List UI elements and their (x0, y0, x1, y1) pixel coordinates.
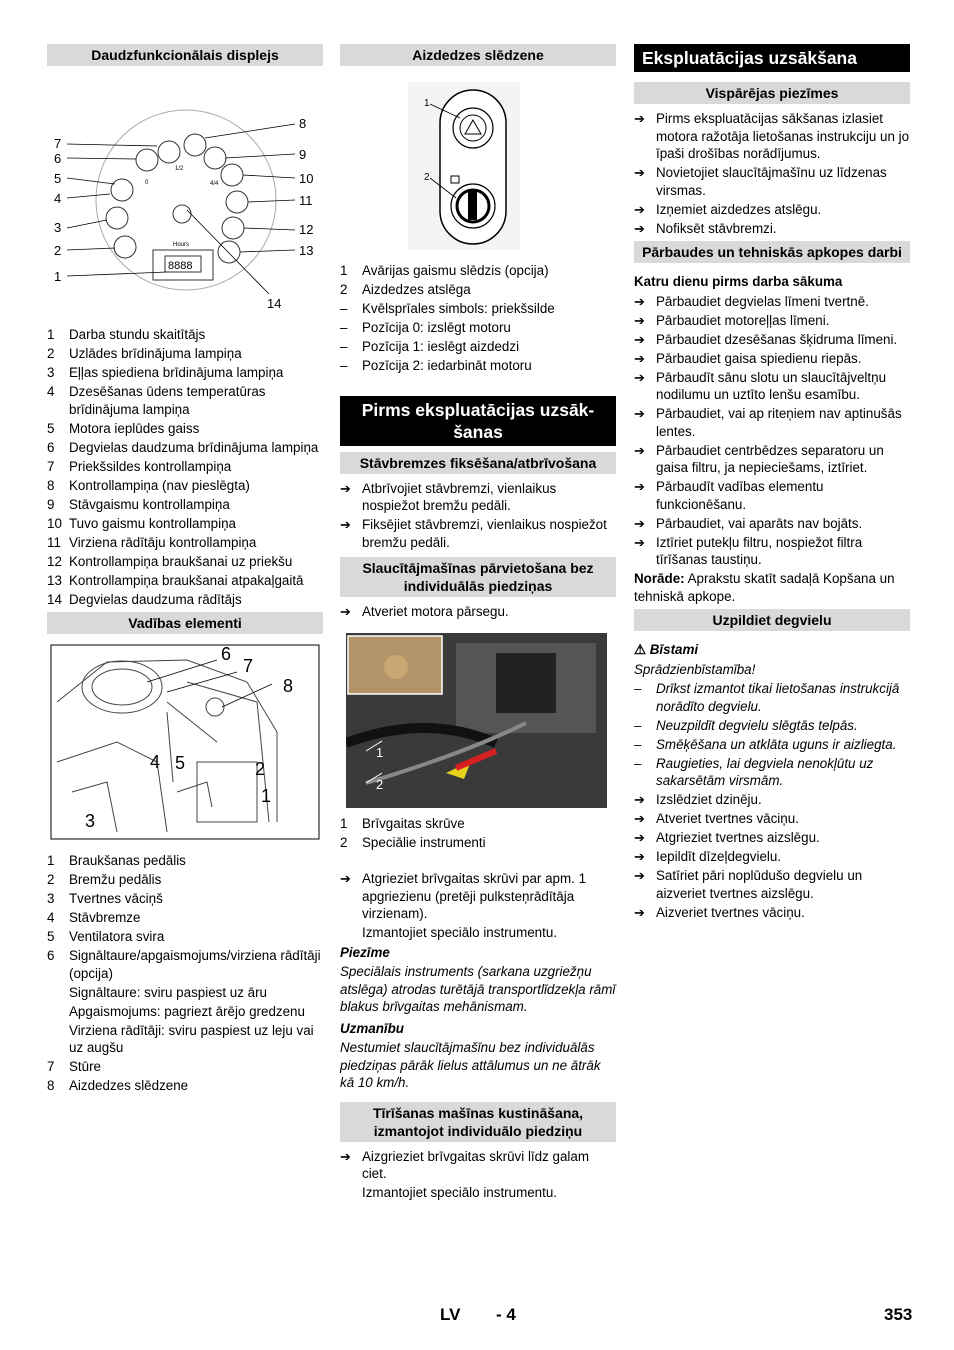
display-callout-9: 9 (299, 147, 307, 162)
general-heading: Vispārējas piezīmes (634, 82, 910, 104)
arrow-icon: ➔ (634, 293, 645, 309)
list-item: 2 Speciālie instrumenti (340, 834, 486, 850)
arrow-icon: ➔ (634, 350, 645, 366)
before-operation-heading: Pirms ekspluatācijas uzsāk-šanas (340, 396, 616, 446)
list-item: 4 Stāvbremze (47, 910, 141, 925)
list-sub-item: Virziena rādītāji: sviru paspiest uz leju vai uz augšu (69, 1022, 314, 1055)
step: ➔ Pārbaudiet degvielas līmeni tvertnē. (634, 293, 869, 309)
remark (634, 570, 910, 605)
arrow-icon: ➔ (634, 849, 645, 864)
footer-language: LV (440, 1305, 461, 1324)
arrow-icon: ➔ (634, 111, 645, 126)
arrow-icon: ➔ (634, 904, 645, 920)
arrow-icon: ➔ (634, 811, 645, 826)
list-item: 3 Eļļas spiediena brīdinājuma lampiņa (47, 365, 284, 380)
arrow-icon: ➔ (340, 1148, 351, 1164)
step: ➔ Nofiksēt stāvbremzi. (634, 220, 777, 236)
arrow-icon: ➔ (634, 312, 645, 328)
list-item: 10 Tuvo gaismu kontrollampiņa (47, 515, 236, 531)
list-item: 9 Stāvgaismu kontrollampiņa (47, 496, 230, 512)
step: ➔ Pārbaudiet, vai aparāts nav bojāts. (634, 515, 863, 531)
display-callout-12: 12 (299, 222, 314, 237)
step: ➔ Pārbaudiet motoreļļas līmeni. (634, 312, 830, 328)
danger-text: Sprādzienbīstamība! (634, 661, 756, 677)
list-item: 12 Kontrollampiņa braukšanai uz priekšu (47, 553, 293, 569)
gauge-full-label: 4/4 (210, 181, 219, 187)
hours-counter: 8888 (168, 260, 193, 272)
list-item: 11 Virziena rādītāju kontrollampiņa (47, 534, 257, 550)
photo-callout-2: 2 (376, 776, 384, 792)
step: ➔ Atveriet tvertnes vāciņu. (634, 811, 799, 826)
display-callout-8: 8 (299, 116, 307, 131)
remark-text: Aprakstu skatīt sadaļā Kopšana un tehniskā apkope. (634, 571, 895, 604)
list-item: 3 Tvertnes vāciņš (47, 891, 163, 906)
footer-subpage: - 4 (496, 1305, 516, 1324)
ignition-figure (340, 80, 616, 252)
controls-callout-2: 2 (255, 759, 266, 779)
caution-text: Nestumiet slaucītājmašīnu bez individuālās piedziņas pārāk lielus attālumus un ne ātrāk kā 10 km/h. (340, 1040, 601, 1090)
controls-callout-7: 7 (243, 656, 254, 676)
display-callout-3: 3 (54, 220, 62, 235)
display-callout-11: 11 (299, 193, 313, 208)
step: ➔ Atveriet motora pārsegu. (340, 604, 509, 619)
list-sub-item: Signāltaure: sviru paspiest uz āru (69, 984, 267, 1000)
remark-label: Norāde: (634, 571, 685, 586)
arrow-icon: ➔ (634, 220, 645, 236)
list-item: 5 Ventilatora svira (47, 929, 165, 944)
arrow-icon: ➔ (634, 201, 645, 217)
ignition-diagram (340, 80, 616, 252)
display-callout-1: 1 (54, 269, 62, 284)
list-item: 6 Degvielas daudzuma brīdinājuma lampiņa (47, 439, 319, 455)
arrow-icon: ➔ (634, 830, 645, 845)
step: ➔ Atgrieziet brīvgaitas skrūvi par apm. 1 apgriezienu (pretēji pulksteņrādītāja virzienam). (340, 871, 587, 921)
danger-item: – Drīkst izmantot tikai lietošanas instrukcijā norādīto degvielu. (634, 681, 900, 714)
list-item: 4 Dzesēšanas ūdens temperatūras brīdinājuma lampiņa (47, 384, 266, 417)
caution-title: Uzmanību (340, 1020, 404, 1036)
column-1 (47, 44, 323, 1096)
display-heading: Daudzfunkcionālais displejs (47, 44, 323, 66)
hours-label: Hours (173, 242, 190, 248)
ignition-legend (340, 262, 616, 375)
arrow-icon: ➔ (634, 442, 645, 458)
gauge-half-label: 1/2 (175, 166, 184, 172)
list-sub-item: Apgaismojums: pagriezt ārējo gredzenu (69, 1003, 305, 1019)
step: ➔ Izņemiet aizdedzes atslēgu. (634, 201, 822, 217)
danger-title: Bīstami (649, 642, 699, 657)
ignition-heading: Aizdedzes slēdzene (340, 44, 616, 66)
danger-title-row (634, 641, 910, 659)
danger-item: – Smēķēšana un atklāta uguns ir aizliegta. (634, 736, 897, 752)
list-item: 5 Motora ieplūdes gaiss (47, 420, 200, 436)
ignition-callout-2: 2 (424, 172, 430, 183)
list-item: 1 Brīvgaitas skrūve (340, 815, 465, 831)
list-item: – Kvēlsprīales simbols: priekšsilde (340, 301, 555, 316)
drive-heading: Tīrīšanas mašīnas kustināšana, izmantojot individuālo piedziņu (340, 1102, 616, 1142)
step-note: Izmantojiet speciālo instrumentu. (362, 925, 558, 940)
step: ➔ Atbrīvojiet stāvbremzi, vienlaikus nospiežot bremžu pedāli. (340, 480, 557, 513)
column-3 (634, 44, 910, 923)
arrow-icon: ➔ (340, 604, 351, 619)
step: ➔ Iztīriet putekļu filtru, nospiežot filtra tīrīšanas taustiņu. (634, 534, 863, 567)
controls-callout-4: 4 (150, 752, 161, 772)
freewheel-photo-image (346, 633, 607, 808)
arrow-icon: ➔ (634, 369, 645, 385)
gauge-empty-label: 0 (145, 180, 149, 186)
controls-diagram (47, 642, 323, 842)
parking-brake-heading: Stāvbremzes fiksēšana/atbrīvošana (340, 452, 616, 474)
step: ➔ Pirms ekspluatācijas sākšanas izlasiet motora ražotāja lietošanas instrukciju un jo īpaši drošības norādījumus. (634, 111, 910, 161)
controls-callout-8: 8 (283, 676, 294, 696)
arrow-icon: ➔ (340, 871, 351, 886)
controls-callout-1: 1 (261, 786, 272, 806)
step: ➔ Fiksējiet stāvbremzi, vienlaikus nospiežot bremžu pedāli. (340, 517, 607, 550)
list-item: 2 Uzlādes brīdinājuma lampiņa (47, 346, 242, 361)
step: ➔ Satīriet pāri noplūdušo degvielu un aizveriet tvertnes aizslēgu. (634, 868, 863, 901)
controls-callout-5: 5 (175, 753, 186, 773)
display-callout-14: 14 (267, 296, 282, 311)
list-item: – Pozīcija 0: izslēgt motoru (340, 320, 511, 335)
step: ➔ Pārbaudiet dzesēšanas šķidruma līmeni. (634, 331, 898, 347)
list-item: 6 Signāltaure/apgaismojums/virziena rādītāji (opcija) (47, 948, 321, 981)
display-callout-7: 7 (54, 136, 62, 151)
controls-callout-6: 6 (221, 644, 232, 664)
arrow-icon: ➔ (340, 517, 351, 532)
arrow-icon: ➔ (340, 480, 351, 496)
display-callout-10: 10 (299, 171, 314, 186)
arrow-icon: ➔ (634, 406, 645, 421)
display-diagram (47, 72, 323, 316)
arrow-icon: ➔ (634, 534, 645, 550)
column-2 (340, 44, 616, 1204)
step: ➔ Pārbaudiet gaisa spiedienu riepās. (634, 350, 862, 366)
note-title: Piezīme (340, 944, 390, 960)
step: ➔ Aizgrieziet brīvgaitas skrūvi līdz galam ciet. (340, 1148, 589, 1181)
list-item: 2 Aizdedzes atslēga (340, 282, 471, 297)
display-callout-13: 13 (299, 243, 314, 258)
photo-legend (340, 815, 616, 852)
step: ➔ Atgrieziet tvertnes aizslēgu. (634, 830, 820, 845)
controls-legend (47, 852, 323, 1095)
note-text: Speciālais instruments (sarkana uzgriežņu atslēga) atrodas turētājā transportlīdzekļa rāmī blakus brīvgaitas mehānismam. (340, 964, 616, 1014)
arrow-icon: ➔ (634, 515, 645, 531)
danger-item: – Raugieties, lai degviela nenokļūtu uz sakarsētām virsmām. (634, 755, 874, 788)
list-item: 2 Bremžu pedālis (47, 872, 162, 887)
step: ➔ Aizveriet tvertnes vāciņu. (634, 904, 805, 920)
arrow-icon: ➔ (634, 479, 645, 494)
ignition-callout-1: 1 (424, 98, 430, 109)
list-item: 1 Braukšanas pedālis (47, 853, 186, 868)
list-item: 7 Stūre (47, 1059, 102, 1074)
list-item: 1 Avārijas gaismu slēdzis (opcija) (340, 263, 549, 278)
list-item: – Pozīcija 2: iedarbināt motoru (340, 358, 532, 373)
step: ➔ Novietojiet slaucītājmašīnu uz līdzenas virsmas. (634, 165, 887, 198)
danger-item: – Neuzpildīt degvielu slēgtās telpās. (634, 717, 858, 733)
arrow-icon: ➔ (634, 165, 645, 180)
display-callout-6: 6 (54, 151, 62, 166)
display-callout-4: 4 (54, 191, 62, 206)
arrow-icon: ➔ (634, 868, 645, 883)
step: ➔ Pārbaudīt vadības elementu funkcionēšanu. (634, 479, 824, 512)
list-item: 7 Priekšsildes kontrollampiņa (47, 458, 232, 474)
list-item: 8 Kontrollampiņa (nav pieslēgta) (47, 477, 250, 493)
step: ➔ Pārbaudiet, vai ap riteņiem nav aptinušās lentes. (634, 406, 902, 439)
display-callout-2: 2 (54, 243, 62, 258)
display-legend (47, 326, 323, 608)
daily-heading: Katru dienu pirms darba sākuma (634, 274, 843, 289)
freewheel-photo (346, 633, 616, 808)
controls-figure (47, 642, 323, 842)
move-heading: Slaucītājmašīnas pārvietošana bez individuālās piedziņas (340, 557, 616, 597)
step: ➔ Izslēdziet dzinēju. (634, 792, 762, 807)
list-item: 1 Darba stundu skaitītājs (47, 327, 206, 342)
step: ➔ Pārbaudiet centrbēdzes separatoru un gaisa filtru, ja nepieciešams, iztīriet. (634, 442, 884, 475)
fuel-heading: Uzpildiet degvielu (634, 609, 910, 631)
step-note: Izmantojiet speciālo instrumentu. (362, 1185, 558, 1200)
warning-icon: ⚠ (634, 642, 647, 657)
controls-callout-3: 3 (85, 811, 96, 831)
controls-heading: Vadības elementi (47, 612, 323, 634)
checks-heading: Pārbaudes un tehniskās apkopes darbi (634, 241, 910, 263)
step: ➔ Pārbaudīt sānu slotu un slaucītājveltņu nodilumu un uztīto lenšu esamību. (634, 369, 887, 402)
list-item: 8 Aizdedzes slēdzene (47, 1078, 189, 1093)
arrow-icon: ➔ (634, 792, 645, 807)
step: ➔ Iepildīt dīzeļdegvielu. (634, 849, 782, 864)
display-figure (47, 72, 323, 316)
photo-callout-1: 1 (376, 744, 384, 760)
footer-page-number: 353 (884, 1305, 913, 1324)
list-item: 13 Kontrollampiņa braukšanai atpakaļgaitā (47, 572, 304, 588)
list-item: 14 Degvielas daudzuma rādītājs (47, 591, 242, 607)
main-heading: Ekspluatācijas uzsākšana (634, 44, 910, 72)
list-item: – Pozīcija 1: ieslēgt aizdedzi (340, 339, 520, 354)
display-callout-5: 5 (54, 171, 62, 186)
arrow-icon: ➔ (634, 331, 645, 347)
